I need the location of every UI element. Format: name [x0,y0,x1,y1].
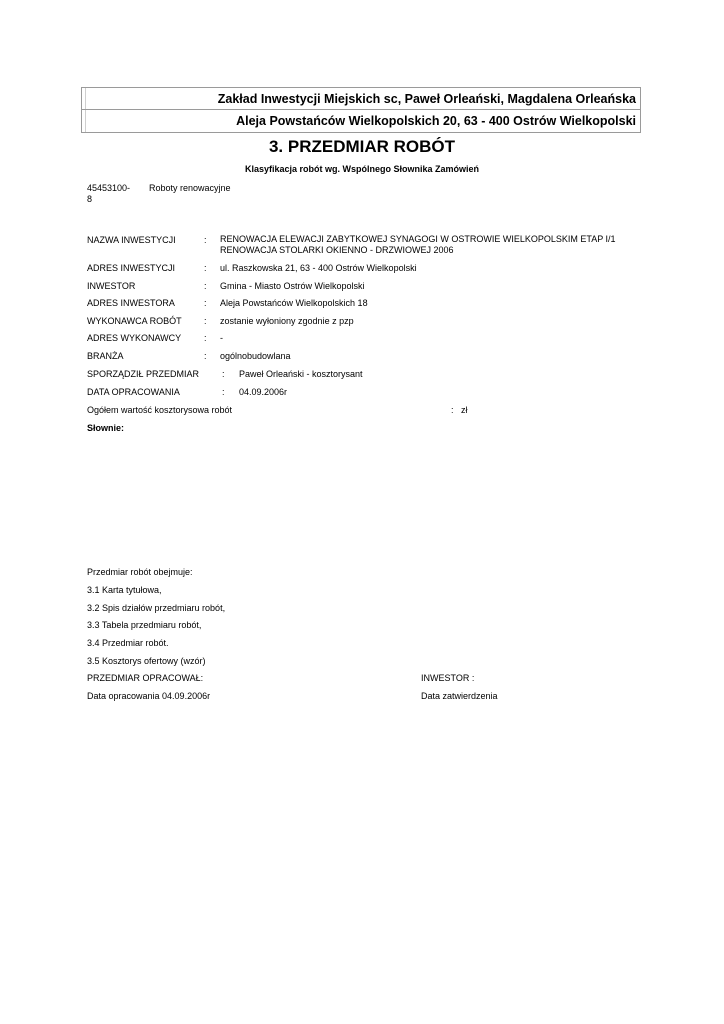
field-label: ADRES WYKONAWCY [87,333,182,343]
total-colon: : [451,405,454,415]
field-value: zostanie wyłoniony zgodnie z pzp [220,316,354,326]
field-colon: : [204,333,207,343]
header-company-box [81,87,641,110]
contents-item: 3.4 Przedmiar robót. [87,638,169,648]
field-label: NAZWA INWESTYCJI [87,235,176,245]
field-label: WYKONAWCA ROBÓT [87,316,182,326]
field-label: INWESTOR [87,281,136,291]
prepared-date: Data opracowania 04.09.2006r [87,691,211,701]
field-colon: : [222,369,225,379]
contents-item: 3.3 Tabela przedmiaru robót, [87,620,202,630]
header-box-edge [82,88,86,109]
contents-item: 3.1 Karta tytułowa, [87,585,162,595]
page-title: 3. PRZEDMIAR ROBÓT [268,137,456,156]
field-value: Aleja Powstańców Wielkopolskich 18 [220,298,368,308]
field-value: Paweł Orleański - kosztorysant [239,369,363,379]
classification-description: Roboty renowacyjne [149,183,231,193]
field-label: SPORZĄDZIŁ PRZEDMIAR [87,369,200,379]
field-value: ul. Raszkowska 21, 63 - 400 Ostrów Wielkopolski [220,263,417,273]
field-label: ADRES INWESTYCJI [87,263,176,273]
field-colon: : [204,263,207,273]
classification-code-line2: 8 [87,194,93,204]
total-label: Ogółem wartość kosztorysowa robót [87,405,233,415]
field-colon: : [204,298,207,308]
field-value: 04.09.2006r [239,387,288,397]
field-colon: : [204,351,207,361]
header-address: Aleja Powstańców Wielkopolskich 20, 63 - 400 Ostrów Wielkopolski [236,114,636,128]
classification-code-line1: 45453100- [87,183,131,193]
slownie-label: Słownie: [87,423,125,433]
header-company: Zakład Inwestycji Miejskich sc, Paweł Orleański, Magdalena Orleańska [217,92,636,106]
field-value: RENOWACJA ELEWACJI ZABYTKOWEJ SYNAGOGI W OSTROWIE WIELKOPOLSKIM ETAP I/1 [220,234,616,244]
contents-item: 3.2 Spis działów przedmiaru robót, [87,603,226,613]
field-colon: : [222,387,225,397]
total-unit: zł [461,405,468,415]
field-colon: : [204,316,207,326]
field-value: RENOWACJA STOLARKI OKIENNO - DRZWIOWEJ 2006 [220,245,454,255]
contents-intro: Przedmiar robót obejmuje: [87,567,193,577]
header-address-box [81,110,641,133]
field-value: - [220,333,223,343]
field-value: ogólnobudowlana [220,351,291,361]
field-value: Gmina - Miasto Ostrów Wielkopolski [220,281,365,291]
approval-date-label: Data zatwierdzenia [421,691,498,701]
field-colon: : [204,281,207,291]
page-subtitle: Klasyfikacja robót wg. Wspólnego Słownika Zamówień [244,164,480,174]
contents-item: 3.5 Kosztorys ofertowy (wzór) [87,656,206,666]
field-label: BRANŻA [87,351,124,361]
prepared-by-label: PRZEDMIAR OPRACOWAŁ: [87,673,204,683]
field-colon: : [204,235,207,245]
field-label: DATA OPRACOWANIA [87,387,180,397]
investor-label: INWESTOR : [421,673,475,683]
field-label: ADRES INWESTORA [87,298,175,308]
header-box-edge [82,110,86,132]
